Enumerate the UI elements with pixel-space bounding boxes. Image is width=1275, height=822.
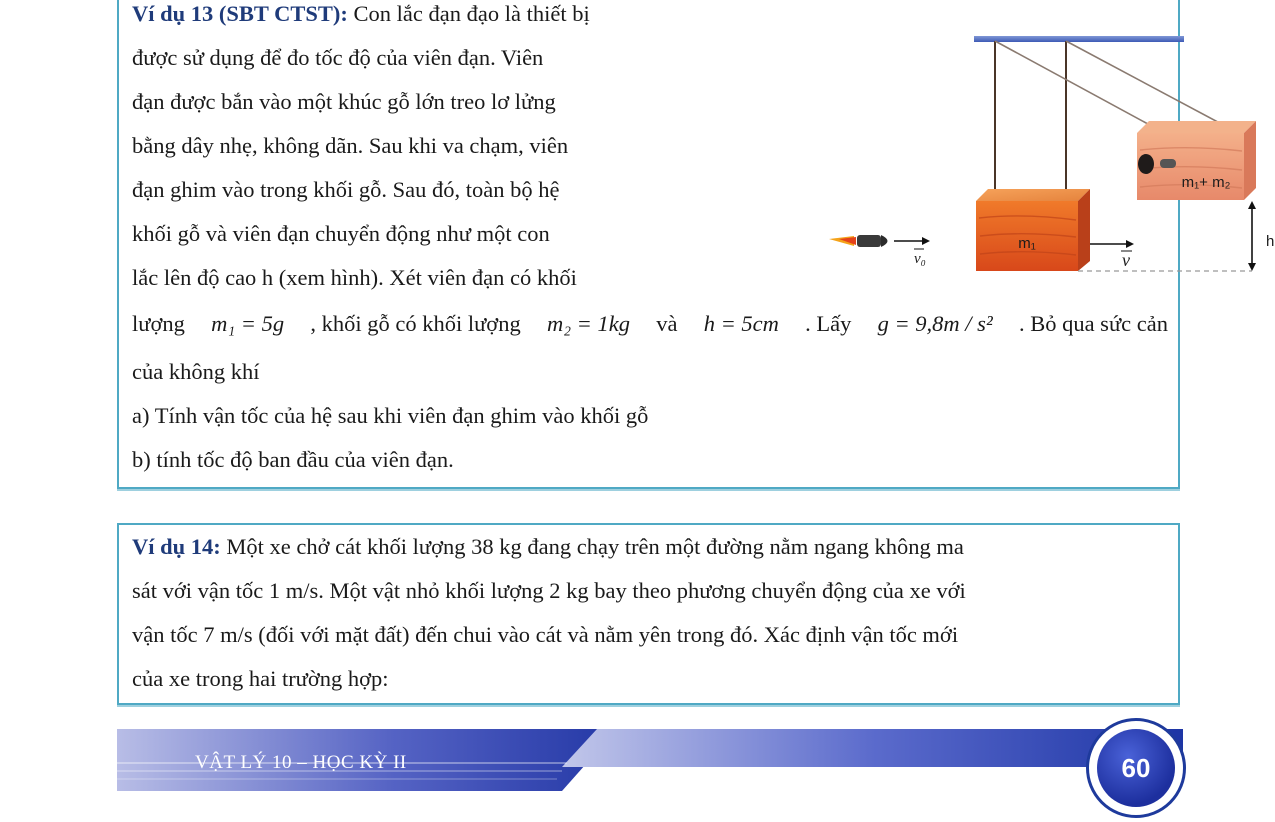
- givens-text-2: và: [656, 311, 678, 336]
- string-swung-right: [1066, 41, 1229, 128]
- ballistic-pendulum-figure: [704, 23, 1275, 283]
- example-13-heading: Ví dụ 13 (SBT CTST):: [132, 1, 348, 26]
- example-13-line-7: lắc lên độ cao h (xem hình). Xét viên đạn có khối: [132, 265, 577, 290]
- question-a: a) Tính vận tốc của hệ sau khi viên đạn ghim vào khối gỗ: [132, 403, 649, 428]
- example-14-intro: Một xe chở cát khối lượng 38 kg đang chạy trên một đường nằm ngang không ma: [226, 534, 964, 559]
- label-v0: v₀: [914, 251, 926, 267]
- question-b: b) tính tốc độ ban đầu của viên đạn.: [132, 447, 454, 472]
- example-14-first-line: [132, 525, 964, 569]
- label-m1: m₁: [1018, 235, 1036, 252]
- example-13-line-3: đạn được bắn vào một khúc gỗ lớn treo lơ lửng: [132, 89, 556, 114]
- example-13-line-1: [132, 0, 590, 36]
- ceiling-bar: [974, 36, 1184, 42]
- example-14-line-2: sát với vận tốc 1 m/s. Một vật nhỏ khối lượng 2 kg bay theo phương chuyển động của xe với: [132, 578, 966, 603]
- footer-title: VẬT LÝ 10 – HỌC KỲ II: [195, 752, 407, 773]
- example-13-givens-line: [132, 302, 1168, 346]
- given-m1: m₁ = 5g: [211, 311, 285, 336]
- example-13-air-line: của không khí: [132, 359, 260, 384]
- example-13-line-6: khối gỗ và viên đạn chuyển động như một con: [132, 221, 550, 246]
- givens-text-3: . Lấy: [805, 311, 852, 336]
- example-14-line-3: vận tốc 7 m/s (đối với mặt đất) đến chui vào cát và nằm yên trong đó. Xác định vận tốc mới: [132, 622, 959, 647]
- example-13-intro: Con lắc đạn đạo là thiết bị: [353, 1, 590, 26]
- label-h: h: [1266, 233, 1275, 250]
- word-mass: lượng: [132, 311, 185, 336]
- example-14-line-4: của xe trong hai trường hợp:: [132, 666, 389, 691]
- example-13-box: [117, 0, 1275, 489]
- wood-block-m1: [976, 189, 1090, 271]
- page-number: 60: [1097, 729, 1175, 807]
- example-13-line-2: được sử dụng để đo tốc độ của viên đạn. Viên: [132, 45, 544, 70]
- label-m1-plus-m2: m₁+ m₂: [1181, 174, 1231, 191]
- example-14-line-1: [132, 525, 1168, 569]
- example-13-line-4: bằng dây nhẹ, không dãn. Sau khi va chạm, viên: [132, 133, 569, 158]
- bullet-icon: [829, 235, 888, 247]
- page-number-badge: [1086, 718, 1186, 818]
- label-v: v: [1122, 250, 1130, 270]
- givens-text-1: , khối gỗ có khối lượng: [310, 311, 521, 336]
- given-g: g = 9,8m / s²: [877, 311, 993, 336]
- given-h: h = 5cm: [703, 311, 779, 336]
- string-swung-left: [995, 41, 1159, 130]
- example-13-line-5: đạn ghim vào trong khối gỗ. Sau đó, toàn bộ hệ: [132, 177, 560, 202]
- example-14-heading: Ví dụ 14:: [132, 534, 221, 559]
- givens-text-4: . Bỏ qua sức cản: [1018, 311, 1168, 336]
- given-m2: m₂ = 1kg: [546, 311, 630, 336]
- example-14-box: [117, 523, 1180, 705]
